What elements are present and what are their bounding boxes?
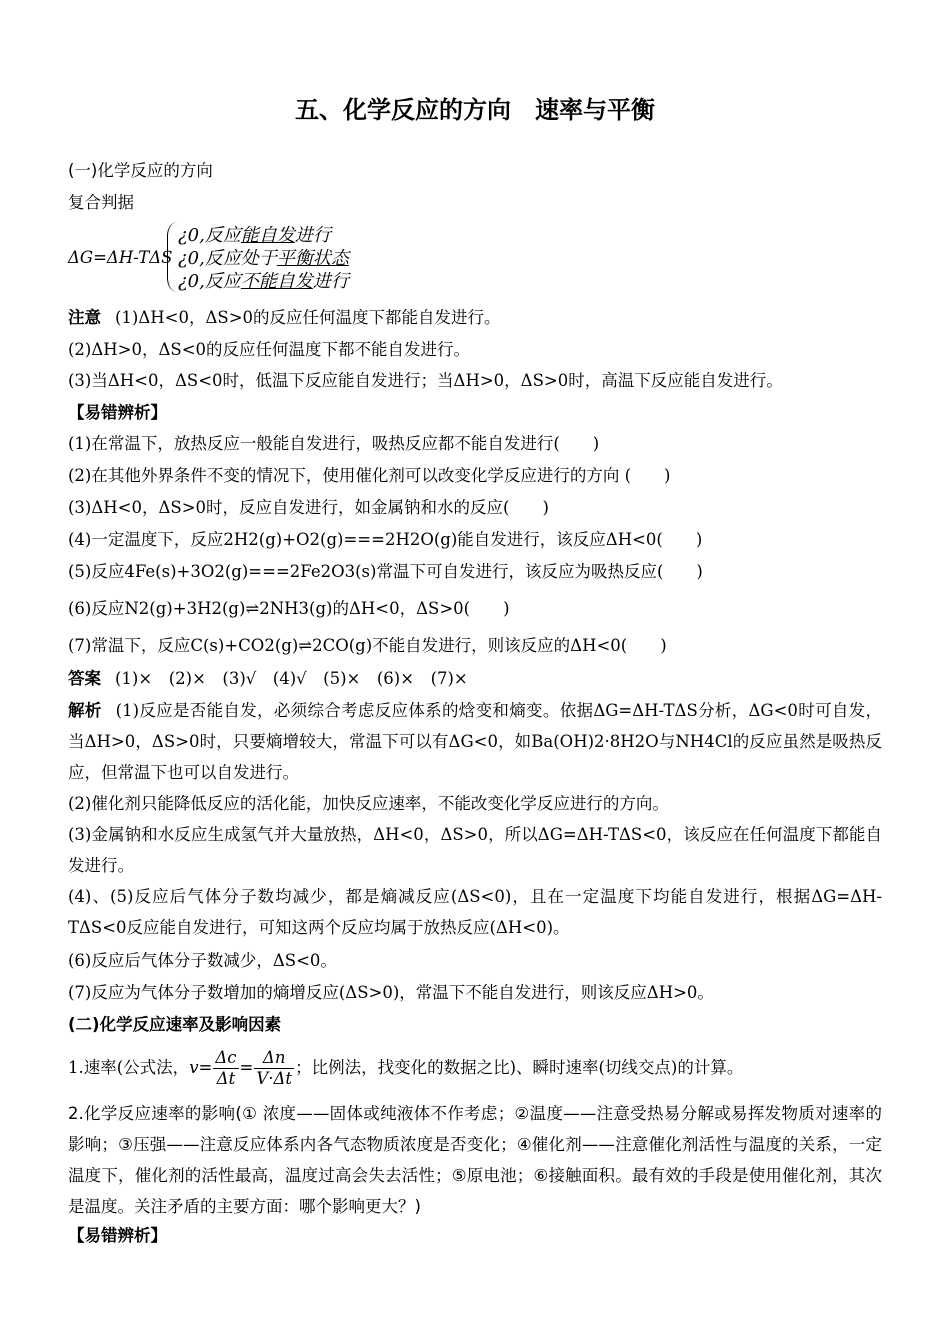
fraction-numerator: Δn — [254, 1048, 294, 1069]
question-6: (6)反应N2(g)+3H2(g)⇌2NH3(g)的ΔH<0，ΔS>0( ) — [68, 599, 510, 618]
note-text: (1)ΔH<0，ΔS>0的反应任何温度下都能自发进行。 — [115, 308, 501, 327]
formula-lhs-text: ΔG=ΔH-TΔS — [68, 248, 173, 267]
question-5: (5)反应4Fe(s)+3O2(g)===2Fe2O3(s)常温下可自发进行，该反应为吸热反应( ) — [68, 562, 703, 581]
case-text: 进行 — [294, 225, 331, 246]
question-7: (7)常温下，反应C(s)+CO2(g)⇌2CO(g)不能自发进行，则该反应的ΔH<0( ) — [68, 636, 667, 655]
question-2: (2)在其他外界条件不变的情况下，使用催化剂可以改变化学反应进行的方向 ( ) — [68, 466, 671, 485]
analysis-2: (2)催化剂只能降低反应的活化能，加快反应速率，不能改变化学反应进行的方向。 — [68, 794, 669, 813]
case-underlined: 平衡状态 — [276, 248, 349, 269]
question-3: (3)ΔH<0，ΔS>0时，反应自发进行，如金属钠和水的反应( ) — [68, 498, 549, 517]
analysis-4-5: (4)、(5)反应后气体分子数均减少，都是熵减反应(ΔS<0)，且在一定温度下均能自发进行，根据ΔG=ΔH-TΔS<0反应能自发进行，可知这两个反应均属于放热反应(ΔH<0)。 — [68, 887, 882, 937]
fraction-numerator: Δc — [215, 1048, 237, 1067]
case-text: 反应处于 — [204, 248, 277, 269]
answer-text: (1)× (2)× (3)√ (4)√ (5)× (6)× (7)× — [115, 669, 468, 688]
analysis-3: (3)金属钠和水反应生成氢气并大量放热，ΔH<0，ΔS>0，所以ΔG=ΔH-TΔS<0，该反应在任何温度下都能自发进行。 — [68, 825, 882, 875]
case-underlined: 能自发 — [240, 225, 295, 246]
rate-factors-paragraph: 2.化学反应速率的影响(① 浓度——固体或纯液体不作考虑；②温度——注意受热易分解或易挥发物质对速率的影响；③压强——注意反应体系内各气态物质浓度是否变化；④催化剂——注意催化剂活性与温度的关系，一定温度下，催化剂的活性最高，温度过高会失去活性；⑤原电池；⑥接触面积。最有效的手段是使用催化剂，其次是温度。关注矛盾的主要方面：哪个影响更大？) — [68, 1104, 882, 1216]
rate-formula-line: 1.速率(公式法，v= $\frac{\Delta c}{\Delta t}$ = $\frac{\Delta n}{V\cdot\Delta t}$ ；比例法，找变化的数据之比)、瞬时速率(切线交点)的计算。 — [68, 1048, 744, 1088]
subheading-combined-criterion: 复合判据 — [68, 193, 134, 212]
analysis-6: (6)反应后气体分子数减少，ΔS<0。 — [68, 951, 337, 970]
formula-lhs — [68, 247, 172, 269]
case-text: 进行 — [312, 271, 349, 292]
question-1: (1)在常温下，放热反应一般能自发进行，吸热反应都不能自发进行( ) — [68, 434, 600, 453]
answer-line — [68, 668, 468, 690]
case-equilibrium — [178, 247, 349, 270]
section-heading-direction: (一)化学反应的方向 — [68, 161, 213, 180]
fraction-dc-dt — [213, 1048, 238, 1089]
section-heading-rate: (二)化学反应速率及影响因素 — [68, 1015, 282, 1034]
note-3: (3)当ΔH<0，ΔS<0时，低温下反应能自发进行；当ΔH>0，ΔS>0时，高温下反应能自发进行。 — [68, 371, 783, 390]
answer-label: 答案 — [68, 669, 101, 688]
question-4: (4)一定温度下，反应2H2(g)+O2(g)===2H2O(g)能自发进行，该反应ΔH<0( ) — [68, 530, 703, 549]
rate-text-pre: 1.速率(公式法， — [68, 1058, 190, 1077]
analysis-7: (7)反应为气体分子数增加的熵增反应(ΔS>0)，常温下不能自发进行，则该反应ΔH>0。 — [68, 983, 714, 1002]
fraction-dn-vdt — [254, 1048, 294, 1089]
rate-text-post: ；比例法，找变化的数据之比)、瞬时速率(切线交点)的计算。 — [295, 1058, 744, 1077]
fraction-denominator: V·Δt — [256, 1069, 293, 1088]
yicuo-heading: 【易错辨析】 — [68, 403, 167, 422]
note-2: (2)ΔH>0，ΔS<0的反应任何温度下都不能自发进行。 — [68, 340, 471, 359]
case-text: 反应 — [204, 271, 241, 292]
fraction-denominator: Δt — [216, 1069, 236, 1088]
case-sign: ¿0, — [178, 225, 205, 246]
case-text: 反应 — [204, 225, 241, 246]
case-sign: ¿0, — [178, 248, 205, 269]
case-spontaneous — [178, 224, 331, 247]
case-underlined: 不能自发 — [240, 271, 313, 292]
cases-brace — [167, 222, 178, 292]
page-title: 五、化学反应的方向 速率与平衡 — [295, 96, 655, 124]
case-non-spontaneous — [178, 270, 349, 293]
note-1 — [68, 307, 501, 329]
analysis-label: 解析 — [68, 701, 102, 720]
rate-symbol: v — [189, 1058, 199, 1077]
analysis-text: (1)反应是否能自发，必须综合考虑反应体系的焓变和熵变。依据ΔG=ΔH-TΔS分析，ΔG<0时可自发，当ΔH>0，ΔS>0时，只要熵增较大，常温下可以有ΔG<0，如Ba(OH)2·8H2O与NH4Cl的反应虽然是吸热反应，但常温下也可以自发进行。 — [68, 701, 883, 782]
yicuo-heading-2: 【易错辨析】 — [68, 1226, 167, 1245]
analysis-1 — [68, 695, 882, 788]
case-sign: ¿0, — [178, 271, 205, 292]
note-label: 注意 — [68, 308, 101, 327]
